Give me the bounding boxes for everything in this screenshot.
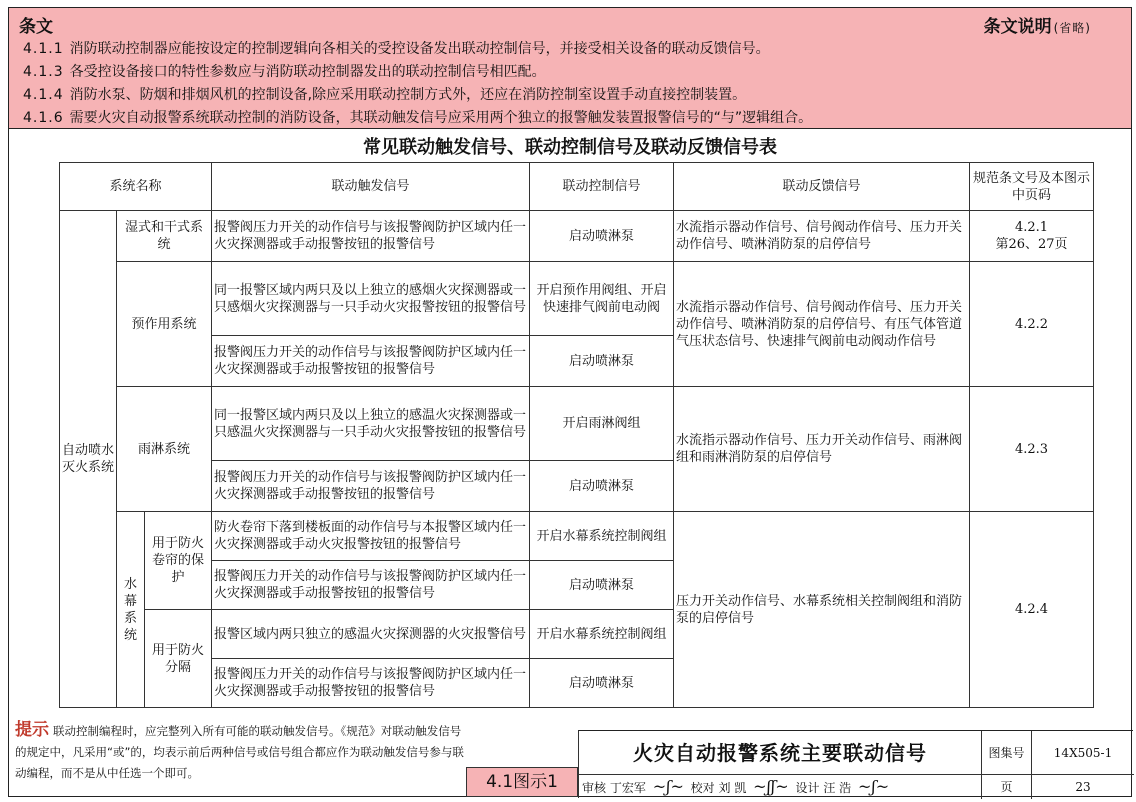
clause-number: 4.1.6 xyxy=(23,110,64,126)
clause-ref-number: 4.2.1 xyxy=(1014,220,1049,235)
clause-number: 4.1.1 xyxy=(23,41,64,57)
page-number: 23 xyxy=(1075,780,1091,794)
clause-item xyxy=(23,84,746,104)
design-signature: ~ʃ~ xyxy=(858,777,890,796)
header-clause-ref: 规范条文号及本图示中页码 xyxy=(970,163,1094,211)
clause-item xyxy=(23,38,770,58)
tip-text: 联动控制编程时，应完整列入所有可能的联动触发信号。《规范》对联动触发信号的规定中，凡采用“或”的，均表示前后两种信号或信号组合都应作为联动触发信号参与联动编程，而不是从中任选一个即可。 xyxy=(15,724,464,780)
trigger-signal: 防火卷帘下落到楼板面的动作信号与本报警区域内任一火灾探测器或手动火灾报警按钮的报警信号 xyxy=(212,512,530,561)
check-name: 刘 凯 xyxy=(718,781,747,795)
header-feedback-signal: 联动反馈信号 xyxy=(674,163,970,211)
feedback-signal: 压力开关动作信号、水幕系统相关控制阀组和消防泵的启停信号 xyxy=(674,512,970,708)
review-signature: ~ʃ~ xyxy=(652,777,684,796)
system-name: 预作用系统 xyxy=(117,262,212,387)
clause-ref xyxy=(970,211,1094,262)
linkage-signal-table xyxy=(59,162,1094,708)
feedback-signal: 水流指示器动作信号、压力开关动作信号、雨淋阀组和雨淋消防泵的启停信号 xyxy=(674,387,970,512)
system-name: 雨淋系统 xyxy=(117,387,212,512)
control-signal: 启动喷淋泵 xyxy=(530,461,674,512)
control-signal: 开启水幕系统控制阀组 xyxy=(530,512,674,561)
check-signature: ~ʃʃ~ xyxy=(753,777,789,796)
tip-note xyxy=(15,720,465,784)
subsystem-name: 用于防火分隔 xyxy=(145,610,212,708)
trigger-signal: 报警区域内两只独立的感温火灾探测器的火灾报警信号 xyxy=(212,610,530,659)
clause-ref-pages: 第26、27页 xyxy=(995,237,1068,252)
clause-ref: 4.2.3 xyxy=(970,387,1094,512)
signature-row xyxy=(579,775,982,799)
system-name: 水幕系统 xyxy=(117,512,145,708)
review-label: 审核 xyxy=(582,781,607,795)
clause-item xyxy=(23,61,546,81)
header-system-name: 系统名称 xyxy=(60,163,212,211)
trigger-signal: 同一报警区域内两只及以上独立的感温火灾探测器或一只感温火灾探测器与一只手动火灾报警按钮的报警信号 xyxy=(212,387,530,461)
trigger-signal: 同一报警区域内两只及以上独立的感烟火灾探测器或一只感烟火灾探测器与一只手动火灾报警按钮的报警信号 xyxy=(212,262,530,336)
trigger-signal: 报警阀压力开关的动作信号与该报警阀防护区域内任一火灾探测器或手动报警按钮的报警信号 xyxy=(212,211,530,262)
system-name: 湿式和干式系统 xyxy=(117,211,212,262)
header-control-signal: 联动控制信号 xyxy=(530,163,674,211)
table-header-row xyxy=(60,163,1094,211)
subsystem-name: 用于防火卷帘的保护 xyxy=(145,512,212,610)
clause-band xyxy=(9,8,1131,129)
design-label: 设计 xyxy=(795,781,820,795)
atlas-number-label: 图集号 xyxy=(982,731,1032,775)
clause-text: 消防联动控制器应能按设定的控制逻辑向各相关的受控设备发出联动控制信号，并接受相关设备的联动反馈信号。 xyxy=(69,41,770,57)
trigger-signal: 报警阀压力开关的动作信号与该报警阀防护区域内任一火灾探测器或手动报警按钮的报警信号 xyxy=(212,336,530,387)
page-label: 页 xyxy=(982,775,1032,799)
clause-explanation-note: (省略) xyxy=(1053,21,1091,35)
clause-heading: 条文 xyxy=(19,17,53,37)
clause-ref: 4.2.4 xyxy=(970,512,1094,708)
design-name: 汪 浩 xyxy=(823,781,852,795)
control-signal: 开启水幕系统控制阀组 xyxy=(530,610,674,659)
clause-number: 4.1.3 xyxy=(23,64,64,80)
table-row xyxy=(60,387,1094,461)
control-signal: 开启雨淋阀组 xyxy=(530,387,674,461)
clause-text: 各受控设备接口的特性参数应与消防联动控制器发出的联动控制信号相匹配。 xyxy=(69,64,546,80)
feedback-signal: 水流指示器动作信号、信号阀动作信号、压力开关动作信号、喷淋消防泵的启停信号 xyxy=(674,211,970,262)
tip-label: 提示 xyxy=(15,720,49,740)
control-signal: 启动喷淋泵 xyxy=(530,211,674,262)
trigger-signal: 报警阀压力开关的动作信号与该报警阀防护区域内任一火灾探测器或手动报警按钮的报警信号 xyxy=(212,659,530,708)
table-row xyxy=(60,512,1094,561)
table-row xyxy=(60,211,1094,262)
trigger-signal: 报警阀压力开关的动作信号与该报警阀防护区域内任一火灾探测器或手动报警按钮的报警信号 xyxy=(212,561,530,610)
figure-label: 4.1图示1 xyxy=(466,767,578,797)
title-block xyxy=(578,730,1133,798)
drawing-sheet xyxy=(8,7,1132,797)
clause-explanation-title: 条文说明 xyxy=(983,17,1052,37)
clause-text: 消防水泵、防烟和排烟风机的控制设备,除应采用联动控制方式外，还应在消防控制室设置手动直接控制装置。 xyxy=(69,87,747,103)
clause-explanation-heading xyxy=(984,12,1091,37)
table-title: 常见联动触发信号、联动控制信号及联动反馈信号表 xyxy=(363,137,777,158)
feedback-signal: 水流指示器动作信号、信号阀动作信号、压力开关动作信号、喷淋消防泵的启停信号、有压气体管道气压状态信号、快速排气阀前电动阀动作信号 xyxy=(674,262,970,387)
check-label: 校对 xyxy=(690,781,715,795)
review-name: 丁宏军 xyxy=(609,781,646,795)
atlas-number: 14X505-1 xyxy=(1032,731,1134,775)
clause-item xyxy=(23,107,812,127)
table-row xyxy=(60,262,1094,336)
control-signal: 启动喷淋泵 xyxy=(530,659,674,708)
control-signal: 开启预作用阀组、开启快速排气阀前电动阀 xyxy=(530,262,674,336)
trigger-signal: 报警阀压力开关的动作信号与该报警阀防护区域内任一火灾探测器或手动报警按钮的报警信号 xyxy=(212,461,530,512)
header-trigger-signal: 联动触发信号 xyxy=(212,163,530,211)
control-signal: 启动喷淋泵 xyxy=(530,336,674,387)
control-signal: 启动喷淋泵 xyxy=(530,561,674,610)
clause-number: 4.1.4 xyxy=(23,87,64,103)
clause-ref: 4.2.2 xyxy=(970,262,1094,387)
group-label: 自动喷水灭火系统 xyxy=(60,211,117,708)
clause-text: 需要火灾自动报警系统联动控制的消防设备，其联动触发信号应采用两个独立的报警触发装置报警信号的“与”逻辑组合。 xyxy=(69,110,813,126)
drawing-title: 火灾自动报警系统主要联动信号 xyxy=(579,731,982,775)
